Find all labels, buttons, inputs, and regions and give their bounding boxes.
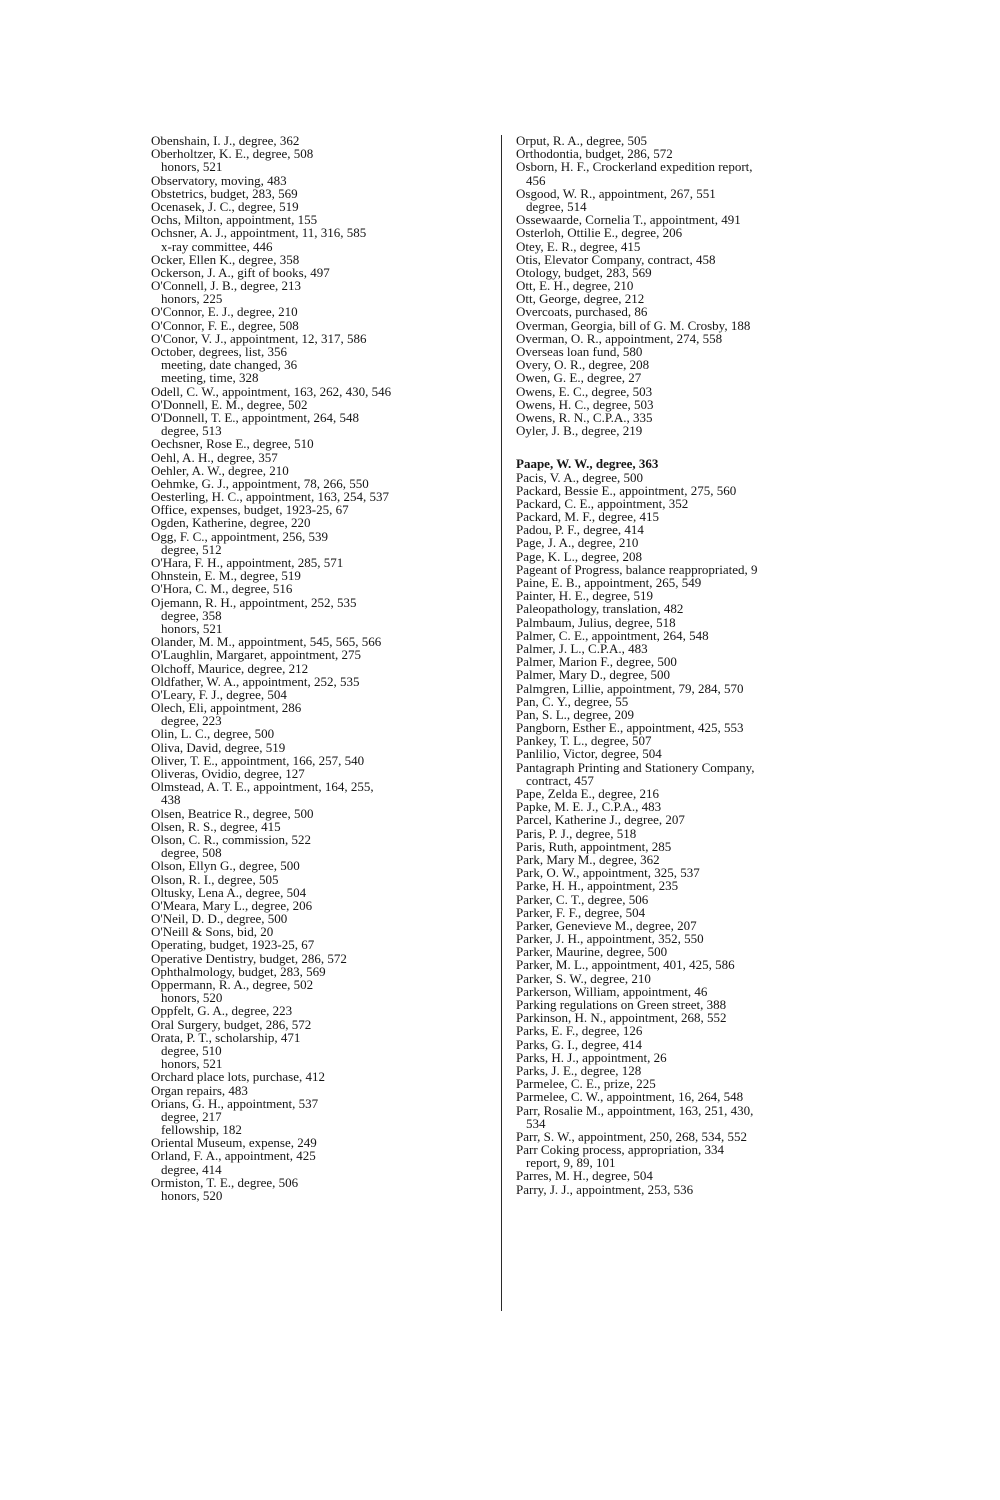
index-entry: Olson, C. R., commission, 522: [151, 831, 311, 847]
index-entry: O'Laughlin, Margaret, appointment, 275: [151, 647, 362, 663]
index-entry: Osborn, H. F., Crockerland expedition report,: [516, 159, 753, 175]
index-entry: Operative Dentistry, budget, 286, 572: [151, 950, 347, 966]
index-entry: Ormiston, T. E., degree, 506: [151, 1174, 299, 1190]
index-entry: Pan, S. L., degree, 209: [516, 706, 635, 722]
index-entry: Palmer, Mary D., degree, 500: [516, 667, 670, 683]
index-entry: October, degrees, list, 356: [151, 344, 287, 359]
index-entry: Oldfather, W. A., appointment, 252, 535: [151, 673, 360, 689]
index-subentry: degree, 223: [161, 713, 222, 729]
index-entry: O'Hora, C. M., degree, 516: [151, 581, 293, 597]
index-entry: Parmelee, C. E., prize, 225: [516, 1076, 656, 1092]
index-entry: Parks, G. I., degree, 414: [516, 1036, 642, 1052]
index-entry: Owens, R. N., C.P.A., 335: [516, 409, 653, 425]
index-entry: Overman, Georgia, bill of G. M. Crosby, 188: [516, 317, 751, 333]
index-entry: Parr, Rosalie M., appointment, 163, 251, 430,: [516, 1102, 754, 1118]
index-entry: Oppfelt, G. A., degree, 223: [151, 1003, 293, 1019]
index-entry: Packard, Bessie E., appointment, 275, 560: [516, 482, 737, 498]
index-entry: Oberholtzer, K. E., degree, 508: [151, 146, 314, 162]
index-entry: Orchard place lots, purchase, 412: [151, 1069, 325, 1085]
index-entry: O'Leary, F. J., degree, 504: [151, 686, 287, 702]
index-entry: Ogg, F. C., appointment, 256, 539: [151, 528, 328, 544]
index-entry: Oyler, J. B., degree, 219: [516, 423, 643, 439]
index-subentry: degree, 358: [161, 607, 222, 623]
index-entry: Ochs, Milton, appointment, 155: [151, 212, 318, 228]
index-entry: Orians, G. H., appointment, 537: [151, 1095, 319, 1111]
index-subentry: degree, 512: [161, 541, 222, 557]
index-entry: Oliveras, Ovidio, degree, 127: [151, 766, 305, 781]
index-entry: Palmbaum, Julius, degree, 518: [516, 614, 676, 630]
index-entry: Oehler, A. W., degree, 210: [151, 462, 289, 478]
index-entry: Olson, Ellyn G., degree, 500: [151, 858, 300, 874]
index-entry: Paleopathology, translation, 482: [516, 601, 684, 617]
index-entry: Parker, Genevieve M., degree, 207: [516, 917, 697, 933]
index-entry: O'Connor, F. E., degree, 508: [151, 317, 299, 333]
index-entry: Oliver, T. E., appointment, 166, 257, 540: [151, 752, 365, 768]
index-entry: Ohnstein, E. M., degree, 519: [151, 568, 301, 584]
index-subentry: degree, 510: [161, 1042, 222, 1058]
index-entry: Parke, H. H., appointment, 235: [516, 878, 679, 894]
index-entry: Parker, M. L., appointment, 401, 425, 586: [516, 957, 735, 973]
index-entry: Observatory, moving, 483: [151, 172, 287, 188]
index-entry: Parkinson, H. N., appointment, 268, 552: [516, 1010, 727, 1026]
index-entry: Paris, Ruth, appointment, 285: [516, 838, 672, 854]
index-entry: Parker, C. T., degree, 506: [516, 891, 649, 907]
index-entry: Organ repairs, 483: [151, 1082, 248, 1098]
index-entry: Palmer, J. L., C.P.A., 483: [516, 640, 648, 656]
index-entry: Page, J. A., degree, 210: [516, 535, 639, 551]
index-entry: Olson, R. I., degree, 505: [151, 871, 279, 887]
index-entry: Parcel, Katherine J., degree, 207: [516, 812, 685, 828]
index-entry: Parks, J. E., degree, 128: [516, 1062, 642, 1078]
index-subentry: degree, 508: [161, 845, 222, 861]
index-entry: O'Connell, J. B., degree, 213: [151, 278, 302, 294]
index-entry: Palmer, C. E., appointment, 264, 548: [516, 627, 709, 643]
index-entry: Parr, S. W., appointment, 250, 268, 534, 552: [516, 1128, 747, 1144]
index-entry: Pacis, V. A., degree, 500: [516, 469, 643, 485]
index-entry: Parks, H. J., appointment, 26: [516, 1049, 667, 1065]
index-entry: O'Conor, V. J., appointment, 12, 317, 586: [151, 330, 367, 346]
index-entry: Oehl, A. H., degree, 357: [151, 449, 278, 465]
index-subentry: degree, 414: [161, 1161, 222, 1177]
index-entry: Olech, Eli, appointment, 286: [151, 700, 302, 716]
index-entry: Oechsner, Rose E., degree, 510: [151, 436, 314, 452]
index-entry: Ochsner, A. J., appointment, 11, 316, 585: [151, 225, 367, 241]
index-subentry: honors, 521: [161, 1056, 223, 1072]
index-entry: Parmelee, C. W., appointment, 16, 264, 548: [516, 1089, 744, 1105]
index-entry: Packard, C. E., appointment, 352: [516, 495, 689, 511]
column-divider: [501, 135, 502, 1311]
index-column-left: [151, 134, 496, 1202]
index-entry: Osterloh, Ottilie E., degree, 206: [516, 225, 683, 241]
index-entry: Operating, budget, 1923-25, 67: [151, 937, 315, 953]
index-entry: Overcoats, purchased, 86: [516, 304, 648, 320]
index-entry: Parkerson, William, appointment, 46: [516, 983, 708, 999]
index-subentry: 534: [526, 1115, 546, 1131]
index-entry: Ockerson, J. A., gift of books, 497: [151, 264, 330, 280]
index-entry: O'Connor, E. J., degree, 210: [151, 304, 298, 320]
index-entry: Olander, M. M., appointment, 545, 565, 566: [151, 634, 382, 650]
index-subentry: contract, 457: [526, 772, 594, 788]
index-column-right: [516, 134, 852, 1196]
index-entry: O'Donnell, T. E., appointment, 264, 548: [151, 409, 360, 425]
index-entry: Otis, Elevator Company, contract, 458: [516, 251, 716, 267]
index-entry: Pangborn, Esther E., appointment, 425, 553: [516, 720, 744, 736]
index-entry: Office, expenses, budget, 1923-25, 67: [151, 502, 349, 518]
index-subentry: fellowship, 182: [161, 1122, 242, 1138]
index-entry: Park, Mary M., degree, 362: [516, 851, 660, 867]
index-entry: Orland, F. A., appointment, 425: [151, 1148, 316, 1164]
index-entry: Ossewaarde, Cornelia T., appointment, 491: [516, 212, 741, 228]
index-entry: Oriental Museum, expense, 249: [151, 1135, 317, 1151]
index-entry: Ocker, Ellen K., degree, 358: [151, 251, 300, 267]
index-entry: O'Hara, F. H., appointment, 285, 571: [151, 555, 344, 570]
index-entry: Panlilio, Victor, degree, 504: [516, 746, 662, 762]
index-entry: Parks, E. F., degree, 126: [516, 1023, 643, 1039]
index-entry: Owens, E. C., degree, 503: [516, 383, 653, 399]
index-entry: Ojemann, R. H., appointment, 252, 535: [151, 594, 357, 610]
index-entry: Pankey, T. L., degree, 507: [516, 733, 652, 749]
section-gap: [516, 437, 852, 457]
index-entry: Paris, P. J., degree, 518: [516, 825, 637, 841]
index-entry: Pape, Zelda E., degree, 216: [516, 786, 659, 801]
index-entry: Packard, M. F., degree, 415: [516, 509, 660, 525]
index-entry: Paine, E. B., appointment, 265, 549: [516, 575, 702, 590]
index-entry: Olsen, Beatrice R., degree, 500: [151, 805, 314, 821]
index-subentry: 456: [526, 172, 546, 188]
index-entry: Orput, R. A., degree, 505: [516, 133, 648, 148]
index-entry: Pan, C. Y., degree, 55: [516, 693, 629, 709]
index-subentry: honors, 521: [161, 159, 223, 175]
index-entry: Painter, H. E., degree, 519: [516, 588, 654, 604]
index-entry: Padou, P. F., degree, 414: [516, 522, 644, 538]
index-entry: Otology, budget, 283, 569: [516, 264, 652, 280]
index-entry: Papke, M. E. J., C.P.A., 483: [516, 799, 662, 815]
index-entry: Owen, G. E., degree, 27: [516, 370, 642, 386]
index-entry: Oesterling, H. C., appointment, 163, 254, 537: [151, 489, 389, 505]
index-entry: Owens, H. C., degree, 503: [516, 396, 654, 412]
index-subentry: honors, 520: [161, 1188, 223, 1203]
index-subentry: meeting, time, 328: [161, 370, 259, 386]
index-entry: Pageant of Progress, balance reappropriated, 9: [516, 561, 758, 577]
index-entry: Oral Surgery, budget, 286, 572: [151, 1016, 312, 1032]
index-entry: Parker, F. F., degree, 504: [516, 904, 646, 920]
index-entry: Ocenasek, J. C., degree, 519: [151, 198, 299, 214]
index-subentry: degree, 217: [161, 1108, 222, 1124]
index-entry: Odell, C. W., appointment, 163, 262, 430, 546: [151, 383, 392, 399]
index-entry: Paape, W. W., degree, 363: [516, 456, 659, 472]
index-entry: Parker, S. W., degree, 210: [516, 970, 651, 986]
index-entry: Parker, Maurine, degree, 500: [516, 944, 668, 960]
index-entry: Park, O. W., appointment, 325, 537: [516, 865, 700, 881]
index-entry: Olchoff, Maurice, degree, 212: [151, 660, 309, 676]
index-subentry: degree, 513: [161, 423, 222, 439]
index-entry: O'Neill & Sons, bid, 20: [151, 924, 274, 940]
index-entry: Olmstead, A. T. E., appointment, 164, 255,: [151, 779, 374, 795]
index-entry: Palmgren, Lillie, appointment, 79, 284, 570: [516, 680, 744, 696]
index-subentry: 438: [161, 792, 181, 808]
index-entry: Ott, George, degree, 212: [516, 291, 645, 307]
index-entry: Otey, E. R., degree, 415: [516, 238, 641, 254]
index-entry: Overy, O. R., degree, 208: [516, 357, 650, 373]
index-entry: Parry, J. J., appointment, 253, 536: [516, 1181, 694, 1197]
index-entry: Orata, P. T., scholarship, 471: [151, 1029, 301, 1045]
index-subentry: honors, 225: [161, 291, 223, 307]
index-entry: Olsen, R. S., degree, 415: [151, 818, 281, 834]
index-entry: Pantagraph Printing and Stationery Company,: [516, 759, 755, 775]
index-subentry: x-ray committee, 446: [161, 238, 273, 254]
index-entry: Osgood, W. R., appointment, 267, 551: [516, 185, 716, 201]
index-subentry: honors, 521: [161, 620, 223, 636]
index-entry: Overman, O. R., appointment, 274, 558: [516, 330, 723, 346]
index-subentry: degree, 514: [526, 198, 587, 214]
index-entry: O'Neil, D. D., degree, 500: [151, 911, 288, 927]
index-entry: Obenshain, I. J., degree, 362: [151, 133, 300, 148]
index-entry: Overseas loan fund, 580: [516, 344, 643, 359]
index-entry: Ott, E. H., degree, 210: [516, 278, 634, 294]
index-entry: Orthodontia, budget, 286, 572: [516, 146, 673, 162]
index-entry: Olin, L. C., degree, 500: [151, 726, 275, 742]
index-entry: Parking regulations on Green street, 388: [516, 997, 727, 1012]
index-entry: Ogden, Katherine, degree, 220: [151, 515, 311, 531]
index-entry: Oltusky, Lena A., degree, 504: [151, 884, 307, 900]
index-entry: O'Meara, Mary L., degree, 206: [151, 897, 313, 913]
index-entry: Ophthalmology, budget, 283, 569: [151, 963, 326, 979]
index-entry: Palmer, Marion F., degree, 500: [516, 654, 677, 670]
index-entry: O'Donnell, E. M., degree, 502: [151, 396, 308, 412]
index-entry: Oehmke, G. J., appointment, 78, 266, 550: [151, 475, 369, 491]
index-entry: Parker, J. H., appointment, 352, 550: [516, 931, 704, 947]
index-subentry: report, 9, 89, 101: [526, 1155, 616, 1171]
index-entry: Oppermann, R. A., degree, 502: [151, 977, 314, 992]
index-entry: Oliva, David, degree, 519: [151, 739, 286, 755]
index-entry: Page, K. L., degree, 208: [516, 548, 642, 564]
index-entry: Parr Coking process, appropriation, 334: [516, 1142, 724, 1158]
index-entry: Parres, M. H., degree, 504: [516, 1168, 653, 1184]
index-entry: Obstetrics, budget, 283, 569: [151, 185, 298, 201]
index-subentry: honors, 520: [161, 990, 223, 1006]
index-subentry: meeting, date changed, 36: [161, 357, 298, 373]
